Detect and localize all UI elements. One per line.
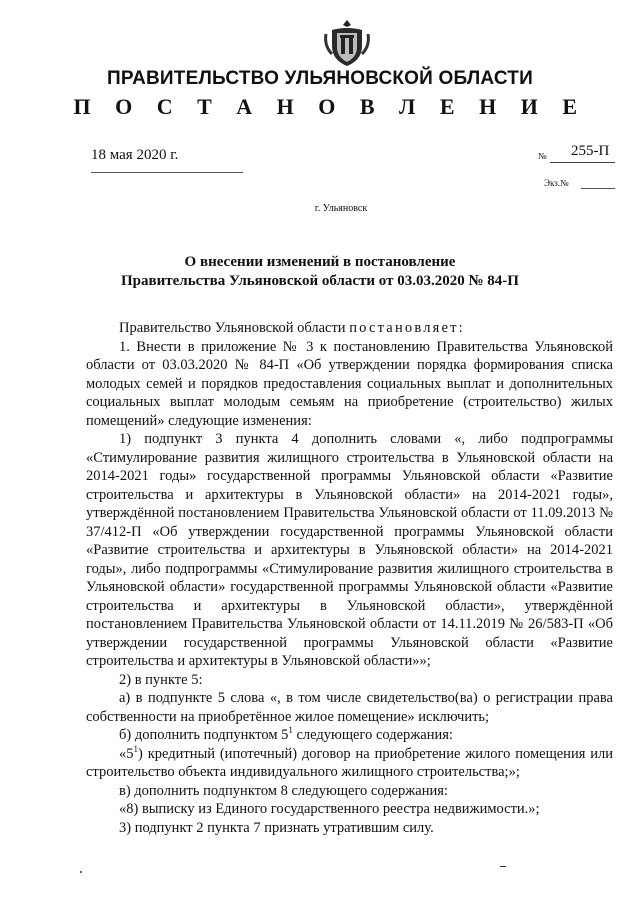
coat-of-arms-icon <box>322 18 372 68</box>
subject-line-2: Правительства Ульяновской области от 03.03.2020 № 84-П <box>121 273 519 289</box>
scan-mark <box>80 871 82 873</box>
quote-5-1-start: «5 <box>119 745 134 762</box>
document-date: 18 мая 2020 г. <box>91 147 179 163</box>
document-subject <box>40 253 600 291</box>
copy-number-underline <box>581 188 615 189</box>
preamble-verb: постановляет: <box>349 320 465 336</box>
number-prefix: № <box>538 151 547 161</box>
superscript: 1 <box>288 725 293 736</box>
superscript: 1 <box>133 743 138 754</box>
subitem-2b-text-end: следующего содержания: <box>292 727 453 743</box>
scan-mark <box>500 866 506 867</box>
subitem-2b-text: б) дополнить подпунктом 5 <box>119 727 289 743</box>
number-underline <box>550 162 615 163</box>
document-body <box>86 319 613 837</box>
paragraph-1: 1. Внести в приложение № 3 к постановлению Правительства Ульяновской области от 03.03.2020 № 84-П «Об утверждении порядка формирования списка молодых семей и порядков предоставления социальных выплат и дополнительных социальных выплат молодым семьям на приобретение (строительство) жилых помещений» следующие изменения: <box>86 338 613 429</box>
document-number: 255-П <box>571 143 610 159</box>
paragraph-subitem-2b <box>86 726 613 745</box>
paragraph-subitem-2a: а) в подпункте 5 слова «, в том числе свидетельство(ва) о регистрации права собственности на приобретённое жилое помещение» исключить; <box>86 690 613 725</box>
paragraph-subitem-1: 1) подпункт 3 пункта 4 дополнить словами «, либо подпрограммы «Стимулирование развития жилищного строительства в Ульяновской области на 2014-2021 годы» государственной программы Ульяновской области «Развитие строительства и архитектуры в Ульяновской области» на 2014-2021 годы», утверждённой постановлением Правительства Ульяновской области от 11.09.2013 № 37/412-П «Об утверждении государственной программы Ульяновской области «Развитие строительства и архитектуры в Ульяновской области» на 2014-2021 годы», либо подпрограммы «Стимулирование развития жилищного строительства в Ульяновской области» государственной программы Ульяновской области «Развитие строительства и архитектуры в Ульяновской области», утверждённой постановлением Правительства Ульяновской области от 14.11.2019 № 26/583-П «Об утверждении государственной программы Ульяновской области «Развитие строительства и архитектуры в Ульяновской области»»; <box>86 431 613 669</box>
quote-5-1-text: ) кредитный (ипотечный) договор на приобретение жилого помещения или строительство объекта индивидуального жилищного строительства;»; <box>86 745 613 780</box>
paragraph-subitem-2c: в) дополнить подпунктом 8 следующего содержания: <box>119 782 448 799</box>
organization-title: ПРАВИТЕЛЬСТВО УЛЬЯНОВСКОЙ ОБЛАСТИ <box>107 68 533 89</box>
paragraph-quote-5-1 <box>86 745 613 782</box>
date-underline <box>91 172 243 173</box>
subject-line-1: О внесении изменений в постановление <box>184 254 456 270</box>
preamble <box>86 319 613 338</box>
document-type: П О С Т А Н О В Л Е Н И Е <box>73 94 587 119</box>
city: г. Ульяновск <box>314 203 368 214</box>
paragraph-subitem-3: 3) подпункт 2 пункта 7 признать утратившим силу. <box>119 819 434 836</box>
paragraph-quote-8: «8) выписку из Единого государственного реестра недвижимости.»; <box>119 801 540 817</box>
preamble-subject: Правительство Ульяновской области <box>119 320 346 336</box>
paragraph-subitem-2: 2) в пункте 5: <box>119 671 203 688</box>
copy-number-label: Экз.№ <box>544 178 569 188</box>
